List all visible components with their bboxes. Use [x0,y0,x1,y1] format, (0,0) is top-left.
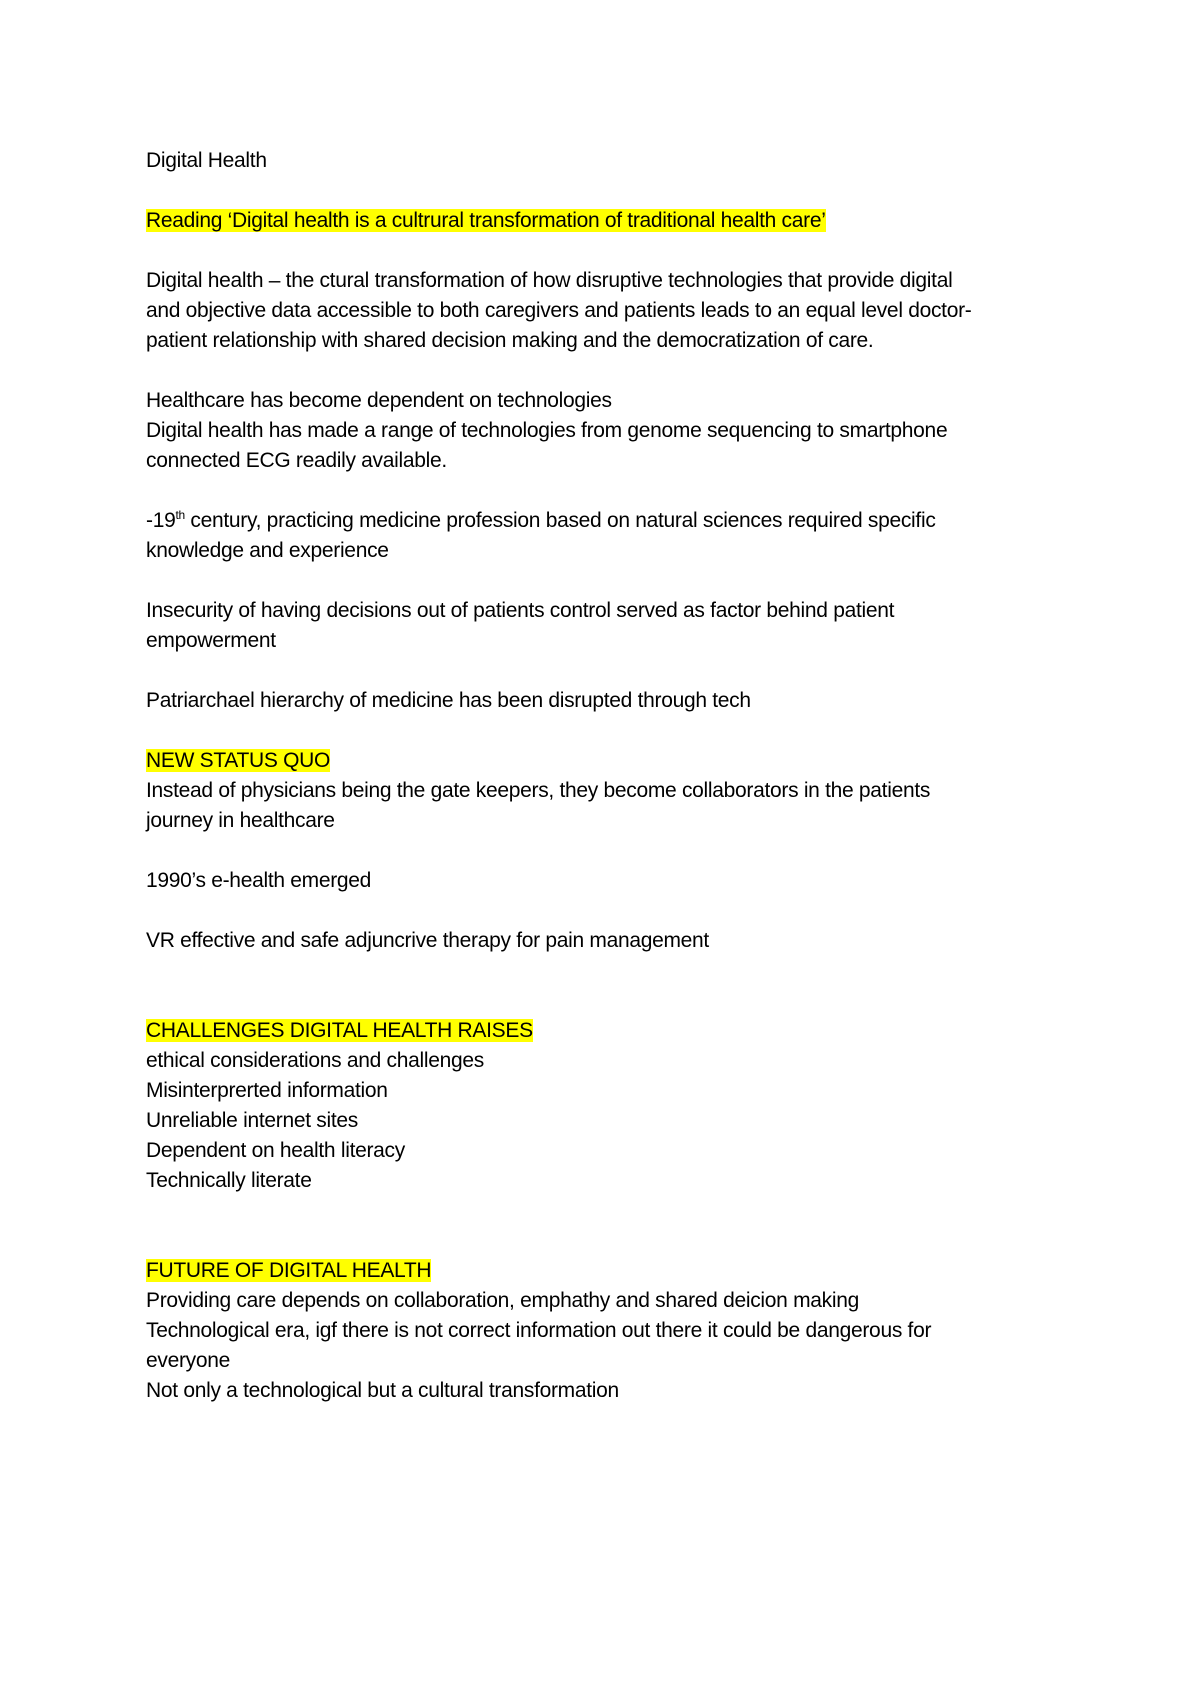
insecurity-line-2: empowerment [146,629,276,652]
future-line-4: Not only a technological but a cultural transformation [146,1379,619,1402]
new-status-quo-line-1: Instead of physicians being the gate keepers, they become collaborators in the patients [146,779,931,802]
section-spacer [146,1196,1066,1256]
century-line-1-rest: century, practicing medicine profession based on natural sciences required specific [184,509,936,532]
challenges-item: Dependent on health literacy [146,1139,405,1162]
definition-paragraph [146,266,1066,356]
dependency-line-3: connected ECG readily available. [146,449,447,472]
challenges-heading: CHALLENGES DIGITAL HEALTH RAISES [146,1019,533,1042]
section-spacer [146,956,1066,1016]
reading-heading-text: Reading ‘Digital health is a cultrural transformation of traditional health care’ [146,209,826,232]
document-body [146,146,1066,1406]
insecurity-paragraph [146,596,1066,656]
patriarchal-paragraph: Patriarchael hierarchy of medicine has been disrupted through tech [146,689,751,712]
ehealth-paragraph: 1990’s e-health emerged [146,869,372,892]
reading-heading [146,206,1066,236]
future-section [146,1256,1066,1406]
document-title: Digital Health [146,149,267,172]
dependency-line-1: Healthcare has become dependent on technologies [146,389,612,412]
future-line-3: everyone [146,1349,230,1372]
future-heading: FUTURE OF DIGITAL HEALTH [146,1259,432,1282]
century-line-2: knowledge and experience [146,539,389,562]
insecurity-line-1: Insecurity of having decisions out of patients control served as factor behind patient [146,599,895,622]
dependency-line-2: Digital health has made a range of technologies from genome sequencing to smartphone [146,419,948,442]
challenges-section [146,1016,1066,1196]
vr-paragraph: VR effective and safe adjuncrive therapy for pain management [146,929,709,952]
new-status-quo-section [146,746,1066,836]
century-prefix: -19 [146,509,176,532]
challenges-item: ethical considerations and challenges [146,1049,484,1072]
definition-line-2: and objective data accessible to both caregivers and patients leads to an equal level doctor- [146,299,972,322]
challenges-item: Technically literate [146,1169,312,1192]
new-status-quo-heading: NEW STATUS QUO [146,749,331,772]
challenges-item: Misinterprerted information [146,1079,388,1102]
future-line-1: Providing care depends on collaboration, emphathy and shared deicion making [146,1289,859,1312]
new-status-quo-line-2: journey in healthcare [146,809,335,832]
definition-line-3: patient relationship with shared decision making and the democratization of care. [146,329,874,352]
dependency-paragraph [146,386,1066,476]
future-line-2: Technological era, igf there is not correct information out there it could be dangerous for [146,1319,932,1342]
challenges-item: Unreliable internet sites [146,1109,358,1132]
century-line-1 [146,506,1066,536]
century-paragraph [146,506,1066,566]
century-superscript: th [175,508,185,522]
definition-line-1: Digital health – the ctural transformation of how disruptive technologies that provide digital [146,269,953,292]
